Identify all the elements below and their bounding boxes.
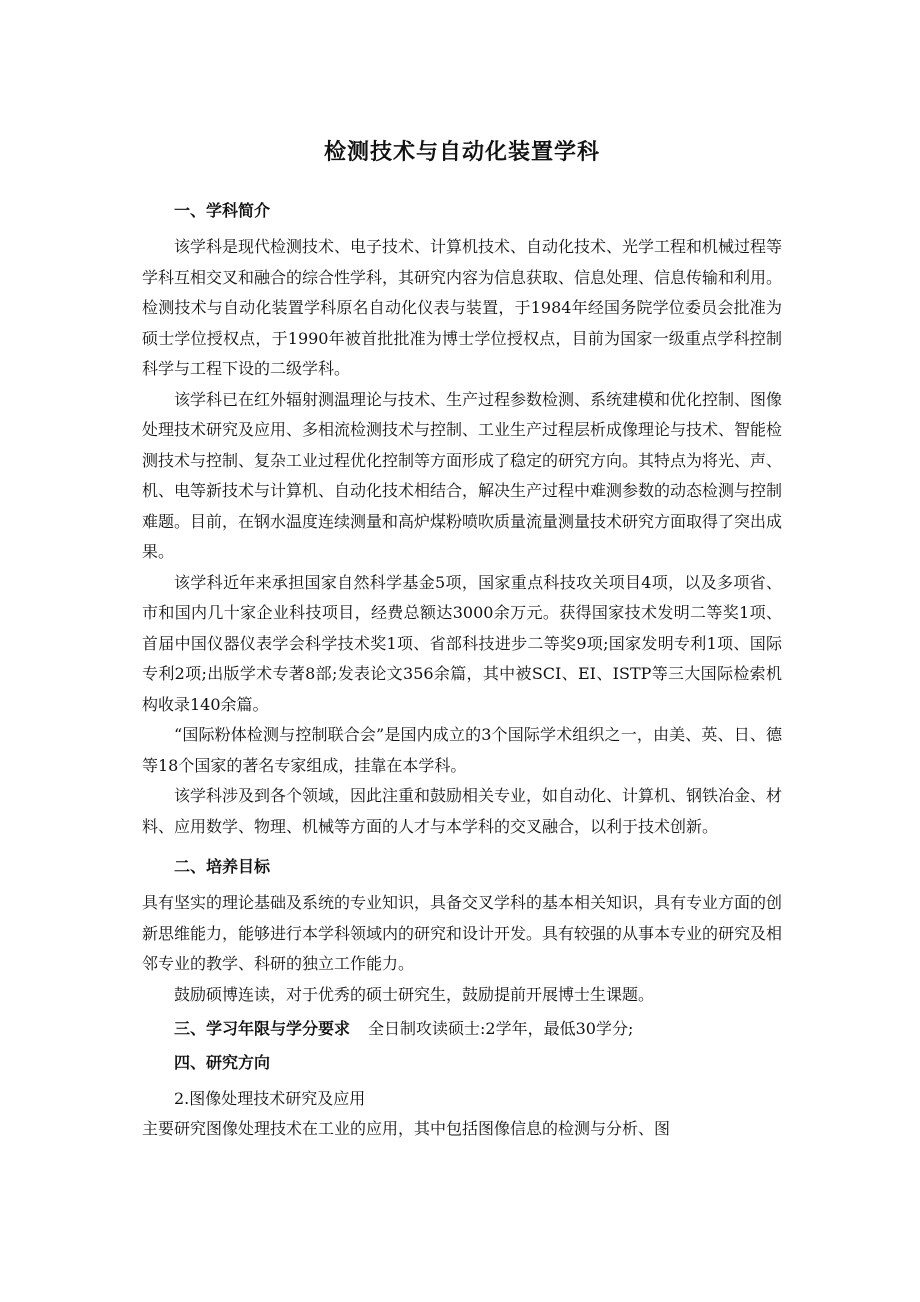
intro-paragraph-4: “国际粉体检测与控制联合会”是国内成立的3个国际学术组织之一，由美、英、日、德等18个国家的著名专家组成，挂靠在本学科。 — [142, 725, 782, 775]
research-direction-paragraph: 主要研究图像处理技术在工业的应用，其中包括图像信息的检测与分析、图 — [142, 1119, 671, 1138]
intro-paragraph-1: 该学科是现代检测技术、电子技术、计算机技术、自动化技术、光学工程和机械过程等学科互相交叉和融合的综合性学科，其研究内容为信息获取、信息处理、信息传输和利用。检测技术与自动化装置学科原名自动化仪表与装置，于1984年经国务院学位委员会批准为硕士学位授权点，于1990年被首批批准为博士学位授权点，目前为国家一级重点学科控制科学与工程下设的二级学科。 — [142, 237, 783, 378]
intro-paragraph-3: 该学科近年来承担国家自然科学基金5项，国家重点科技攻关项目4项，以及多项省、市和国内几十家企业科技项目，经费总额达3000余万元。获得国家技术发明二等奖1项、首届中国仪器仪表学会科学技术奖1项、省部科技进步二等奖9项;国家发明专利1项、国际专利2项;出版学术专著8部;发表论文356余篇，其中被SCI、EI、ISTP等三大国际检索机构收录140余篇。 — [142, 572, 782, 714]
goals-paragraph-2: 鼓励硕博连读，对于优秀的硕士研究生，鼓励提前开展博士生课题。 — [174, 984, 655, 1004]
duration-requirement-text: 全日制攻读硕士:2学年，最低30学分; — [368, 1019, 634, 1038]
section-heading-duration — [142, 1016, 782, 1042]
research-direction-item: 2.图像处理技术研究及应用 — [174, 1089, 366, 1108]
document-page — [142, 138, 782, 1145]
intro-paragraph-5: 该学科涉及到各个领域，因此注重和鼓励相关专业，如自动化、计算机、钢铁冶金、材料、应用数学、物理、机械等方面的人才与本学科的交叉融合，以利于技术创新。 — [142, 786, 783, 836]
goals-paragraph-1: 具有坚实的理论基础及系统的专业知识，具备交叉学科的基本相关知识，具有专业方面的创新思维能力，能够进行本学科领域内的研究和设计开发。具有较强的从事本专业的研究及相邻专业的教学、科研的独立工作能力。 — [142, 893, 783, 973]
intro-paragraph-2: 该学科已在红外辐射测温理论与技术、生产过程参数检测、系统建模和优化控制、图像处理技术研究及应用、多相流检测技术与控制、工业生产过程层析成像理论与技术、智能检测技术与控制、复杂工业过程优化控制等方面形成了稳定的研究方向。其特点为将光、声、机、电等新技术与计算机、自动化技术相结合，解决生产过程中难测参数的动态检测与控制难题。目前，在钢水温度连续测量和高炉煤粉喷吹质量流量测量技术研究方面取得了突出成果。 — [142, 389, 783, 561]
section-heading-goals: 二、培养目标 — [174, 857, 271, 876]
document-title: 检测技术与自动化装置学科 — [323, 140, 600, 165]
section-heading-intro: 一、学科简介 — [174, 201, 271, 220]
section-heading-research: 四、研究方向 — [174, 1053, 271, 1072]
duration-heading-label: 三、学习年限与学分要求 — [174, 1019, 351, 1038]
